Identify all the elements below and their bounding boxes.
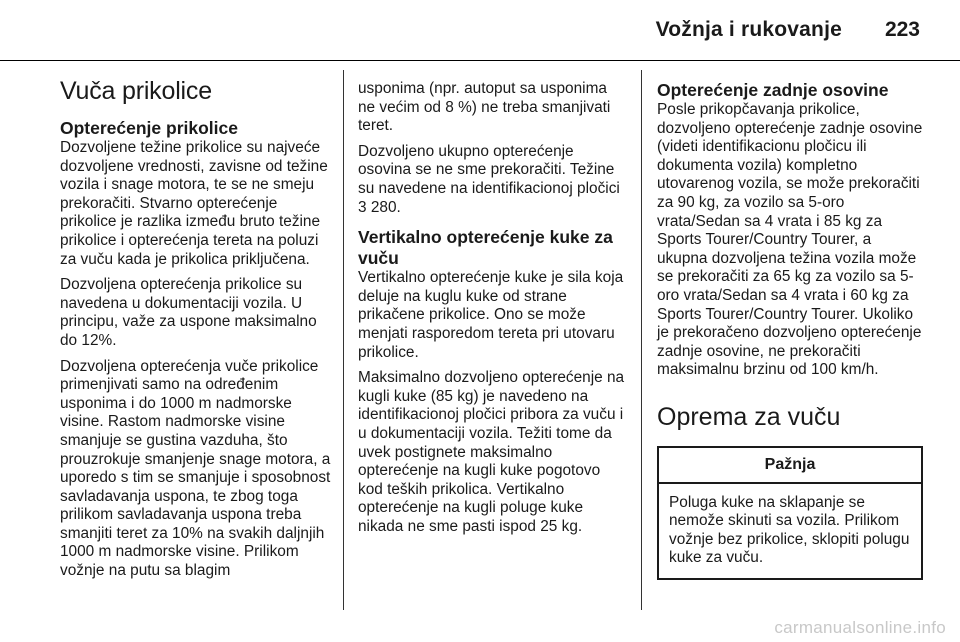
column-divider-2	[641, 70, 642, 610]
watermark: carmanualsonline.info	[774, 618, 946, 637]
paragraph: Vertikalno opterećenje kuke je sila koja deluje na kuglu kuke od strane prikačene prikolice. Ono se može menjati rasporedom tereta pri utovaru prikolice.	[358, 269, 624, 361]
header-title: Vožnja i rukovanje	[655, 18, 842, 41]
column-3	[657, 80, 923, 580]
section-title: Oprema za vuču	[657, 402, 841, 431]
heading-trailer-load: Opterećenje prikolice	[60, 118, 238, 138]
page-number: 223	[884, 18, 920, 41]
paragraph-with-reference	[358, 143, 626, 217]
column-1	[60, 70, 336, 588]
heading-rear-axle-load: Opterećenje zadnje osovine	[657, 80, 889, 100]
page-reference[interactable]: 280.	[370, 198, 401, 216]
column-2	[358, 80, 626, 543]
paragraph: Dozvoljene težine prikolice su najveće dozvoljene vrednosti, zavisne od težine vozila i snage motora, te se ne smeju prekoračiti. Stvarno opterećenje prikolice je razlika između bruto težine prikolice i opterećenja tereta na poluzi za vuču kada je prikolica priključena.	[60, 139, 328, 268]
header-divider	[0, 60, 960, 61]
warning-title: Pažnja	[659, 448, 921, 484]
warning-text: Poluga kuke na sklapanje se nemože skinuti sa vozila. Prilikom vožnje bez prikolice, sklopiti polugu kuke za vuču.	[669, 493, 910, 567]
paragraph: Posle prikopčavanja prikolice, dozvoljeno opterećenje zadnje osovine (videti identifikacionu pločicu ili dokumenta vozila) kompletno utovarenog vozila, se može prekoračiti za 90 kg, za vozilo sa 5-oro vrata/Sedan sa 4 vrata i 85 kg za Sports Tourer/Country Tourer, a ukupna dozvoljena težina vozila može se prekoračiti za 65 kg za vozilo sa 5-oro vrata/Sedan sa 4 vrata i 60 kg za Sports Tourer/Country Tourer. Ukoliko je prekoračeno dozvoljeno opterećenje zadnje osovine, ne prekoračiti maksimalnu brzinu od 100 km/h.	[657, 101, 923, 379]
paragraph: Dozvoljena opterećenja vuče prikolice primenjivati samo na određenim usponima i do 1000 m nadmorske visine. Rastom nadmorske visine smanjuje se gustina vazduha, što prouzrokuje smanjenje snage motora, a uporedo s tim se smanjuje i sposobnost savladavanja uspona, te zbog toga prilikom savladavanja uspona treba smanjiti teret za 10% na svakih daljnjih 1000 m nadmorske visine. Prilikom vožnje na putu sa blagim	[60, 357, 331, 580]
page-header	[0, 0, 960, 62]
chapter-title: Vuča prikolice	[60, 77, 212, 105]
paragraph: usponima (npr. autoput sa usponima ne većim od 8 %) ne treba smanjivati teret.	[358, 80, 611, 135]
column-divider-1	[343, 70, 344, 610]
warning-box	[657, 446, 923, 580]
paragraph: Dozvoljena opterećenja prikolice su navedena u dokumentaciji vozila. U principu, važe za uspone maksimalno do 12%.	[60, 276, 317, 349]
paragraph-text: Dozvoljeno ukupno opterećenje osovina se ne sme prekoračiti. Težine su navedene na identifikacionoj pločici	[358, 142, 620, 197]
heading-vertical-coupling-load: Vertikalno opterećenje kuke za vuču	[358, 227, 613, 269]
cross-reference-arrow-icon: 3	[358, 198, 367, 216]
paragraph: Maksimalno dozvoljeno opterećenje na kugli kuke (85 kg) je navedeno na identifikacionoj pločici pribora za vuču i u dokumentaciji vozila. Težiti tome da uvek postignete maksimalno opterećenje na kugli kuke pogotovo kod teških prikolica. Vertikalno opterećenje na kugli poluge kuke nikada ne sme pasti ispod 25 kg.	[358, 369, 625, 535]
